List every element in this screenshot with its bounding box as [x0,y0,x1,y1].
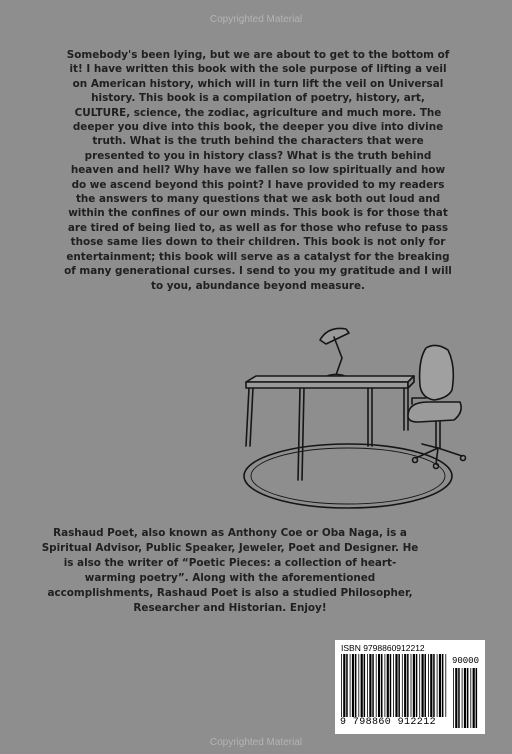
barcode-bar [458,668,460,728]
copyright-watermark-top: Copyrighted Material [209,14,303,25]
isbn-barcode [335,640,485,734]
barcode-bar [355,654,357,717]
barcode-bar [369,654,371,717]
barcode-bar [473,668,475,728]
barcode-digits: 9 798860 912212 [340,717,437,728]
barcode-bar [343,654,345,717]
barcode-bar [361,654,363,717]
barcode-bar [381,654,383,717]
barcode-bar [385,654,386,717]
barcode-bar [419,654,420,717]
copyright-watermark-bottom: Copyrighted Material [209,737,303,748]
barcode-bar [442,654,444,717]
barcode-bar [352,654,354,717]
barcode-bar [445,654,446,717]
lamp-icon [320,328,349,379]
barcode-bar [393,654,394,717]
barcode-bar [398,654,400,717]
barcode-bar [407,654,409,717]
barcode-bar [364,654,366,717]
barcode-bar [467,668,469,728]
isbn-label: ISBN 9798860912212 [341,643,425,653]
barcode-bar [422,654,424,717]
price-addon-code: 90000 [451,656,479,666]
barcode-bar [387,654,389,717]
barcode-bar [455,668,457,728]
barcode-bar [402,654,403,717]
barcode-bar [341,654,342,717]
barcode-bar [470,668,471,728]
barcode-bar [367,654,368,717]
desk-icon [246,376,414,480]
book-description: Somebody's been lying, but we are about to get to the bottom of it! I have written this book with the sole purpose of lifting a veil on American history, which will in turn lift the veil on Universal history. This book is a compilation of poetry, history, art, CULTURE, science, the zodiac, agriculture and much more. The deeper you dive into this book, the deeper you dive into divine truth. What is the truth behind the characters that were presented to you in history class? What is the truth behind heaven and hell? Why have we fallen so low spiritually and how do we ascend beyond this point? I have provided to my readers the answers to many questions that we ask both out loud and within the confines of our own minds. This book is for those that are tired of being lied to, as well as for those who refuse to pass those same lies down to their children. This book is not only for entertainment; this book will serve as a catalyst for the breaking of many generational curses. I send to you my gratitude and I will to you, abundance beyond measure. [64,49,452,292]
barcode-bar [462,668,463,728]
barcode-bar [430,654,432,717]
desk-chair-lamp-illustration [222,320,470,520]
barcode-bar [464,668,466,728]
barcode-bar [453,668,454,728]
barcode-bar [378,654,380,717]
barcode-bar [413,654,415,717]
barcode-bar [425,654,427,717]
barcode-bar [428,654,429,717]
barcode-bar [433,654,435,717]
rug [244,444,452,508]
barcode-bar [390,654,392,717]
barcode-bar [346,654,348,717]
barcode-bar [416,654,418,717]
barcode-bar [395,654,397,717]
barcode-bar [372,654,374,717]
barcode-bar [476,668,478,728]
barcode-bar [404,654,406,717]
office-chair-icon [408,345,466,468]
barcode-bar [439,654,441,717]
barcode-bar [358,654,359,717]
barcode-bar [350,654,351,717]
author-bio: Rashaud Poet, also known as Anthony Coe or Oba Naga, is a Spiritual Advisor, Public Speaker, Jeweler, Poet and Designer. He is also the writer of “Poetic Pieces: a collection of heart-warming poetry”. Along with the aforementioned accomplishments, Rashaud Poet is also a studied Philosopher, Researcher and Historian. Enjoy! [41,527,419,614]
barcode-bar [411,654,412,717]
barcode-bar [437,654,438,717]
barcode-bar [376,654,377,717]
